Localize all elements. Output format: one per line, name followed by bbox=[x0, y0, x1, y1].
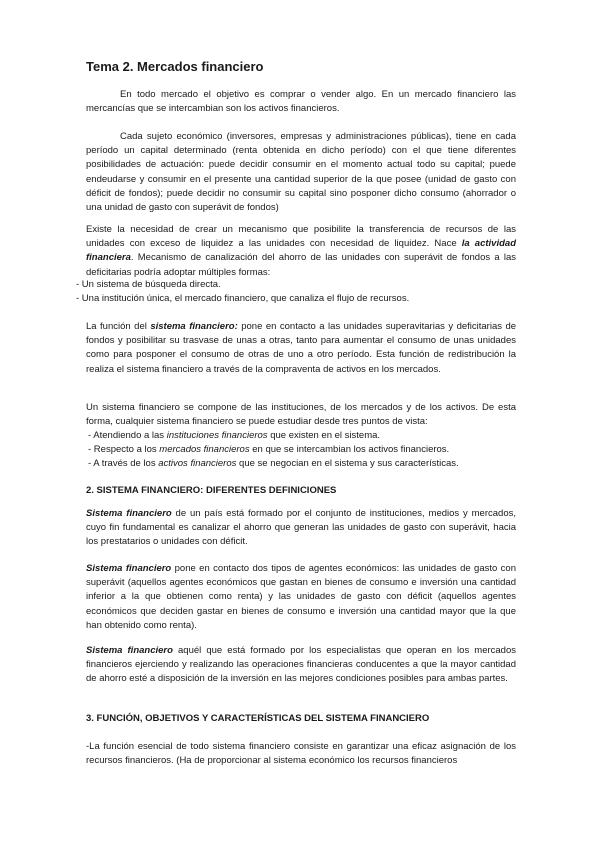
views-list bbox=[88, 429, 528, 472]
section-3-heading: 3. FUNCIÓN, OBJETIVOS Y CARACTERÍSTICAS DEL SISTEMA FINANCIERO bbox=[86, 713, 430, 724]
view-pre: - A través de los bbox=[88, 458, 159, 470]
definition-text: de un país está formado por el conjunto de instituciones, medios y mercados, cuyo fin fundamental es canalizar el ahorro que generan las unidades de gasto con superávit, hacia los prestatarios o unidades con déficit. bbox=[86, 508, 516, 548]
intro-paragraph-3-b: . Mecanismo de canalización del ahorro de las unidades con superávit de fondos a las deficitarias podría adoptar múltiples formas: bbox=[86, 252, 516, 278]
view-term: activos financieros bbox=[158, 458, 237, 470]
definition-text: aquél que está formado por los especialistas que operan en los mercados financieros ejerciendo y realizando las operaciones financieras conducentes a que la mayor cantidad de ahorro esté a disposición de la inversión en las mejores condiciones posibles para ambas partes. bbox=[86, 645, 516, 685]
definition-term: Sistema financiero bbox=[86, 563, 172, 574]
intro-paragraph-5: Un sistema financiero se compone de las instituciones, de los mercados y de los activos. De esta forma, cualquier sistema financiero se puede estudiar desde tres puntos de vista: bbox=[86, 402, 516, 428]
intro-paragraph-2: Cada sujeto económico (inversores, empresas y administraciones públicas), tiene en cada período un capital determinado (renta obtenida en dicho período) con el que tiene diferentes posibilidades de actuación: puede decidir consumir en el momento actual todo su capital; puede endeudarse y consumir en el presente una cantidad superior de la que posee (unidad de gasto con déficit de fondos); puede decidir no consumir su capital sino posponer dicho consumo (ahorrador o una unidad de gasto con superávit de fondos) bbox=[86, 131, 516, 214]
view-term: mercados financieros bbox=[159, 444, 250, 456]
page-title: Tema 2. Mercados financiero bbox=[86, 59, 264, 74]
view-term: instituciones financieros bbox=[166, 430, 268, 441]
view-post: en que se intercambian los activos financieros. bbox=[249, 444, 450, 456]
term-actividad-financiera: la actividad financiera bbox=[86, 238, 516, 264]
section-2-heading: 2. SISTEMA FINANCIERO: DIFERENTES DEFINICIONES bbox=[86, 485, 337, 496]
intro-paragraph-4 bbox=[86, 320, 516, 377]
definition-text: pone en contacto dos tipos de agentes económicos: las unidades de gasto con superávit (aquellos agentes económicos que gastan en bienes de consumo e inversión una cantidad inferior a la que obtienen como renta) y las unidades de gasto con déficit (aquellos agentes económicos que deciden gastar en bienes de consumo e inversión una cantidad mayor que la que han obtenido como renta). bbox=[86, 563, 517, 631]
definition-paragraph-1 bbox=[86, 507, 516, 550]
list-item bbox=[88, 429, 528, 443]
section-3-paragraph-1: -La función esencial de todo sistema financiero consiste en garantizar una eficaz asignación de los recursos financieros. (Ha de proporcionar al sistema económico los recursos financieros bbox=[86, 741, 516, 767]
definition-paragraph-2 bbox=[86, 562, 516, 633]
view-pre: - Respecto a los bbox=[88, 444, 160, 456]
view-post: que se negocian en el sistema y sus características. bbox=[236, 458, 459, 470]
list-item bbox=[88, 457, 528, 471]
view-post: que existen en el sistema. bbox=[267, 430, 381, 441]
definition-term: Sistema financiero bbox=[86, 508, 172, 519]
list-item: - Un sistema de búsqueda directa. bbox=[76, 279, 221, 290]
intro-bullet-list bbox=[76, 278, 516, 306]
definition-term: Sistema financiero bbox=[86, 645, 173, 656]
intro-paragraph-3-a: Existe la necesidad de crear un mecanismo que posibilite la transferencia de recursos de las unidades con exceso de liquidez a las unidades con necesidad de liquidez. Nace bbox=[86, 224, 516, 250]
view-pre: - Atendiendo a las bbox=[88, 430, 167, 441]
intro-paragraph-4-a: La función del bbox=[86, 321, 151, 332]
list-item: - Una institución única, el mercado financiero, que canaliza el flujo de recursos. bbox=[76, 293, 410, 305]
intro-paragraph-1: En todo mercado el objetivo es comprar o vender algo. En un mercado financiero las mercancías que se intercambian son los activos financieros. bbox=[86, 89, 516, 115]
intro-paragraph-4-b: pone en contacto a las unidades superavitarias y deficitarias de fondos y posibilitar su trasvase de unas a otras, tanto para aumentar el consumo de unas unidades como para posponer el consumo de otras de uno a otro período. Esta función de redistribución la realiza el sistema financiero a través de la compraventa de activos en los mercados. bbox=[86, 321, 517, 375]
definition-paragraph-3 bbox=[86, 644, 516, 687]
intro-paragraph-3 bbox=[86, 223, 516, 280]
list-item bbox=[88, 443, 528, 457]
term-sistema-financiero: sistema financiero: bbox=[150, 321, 238, 332]
